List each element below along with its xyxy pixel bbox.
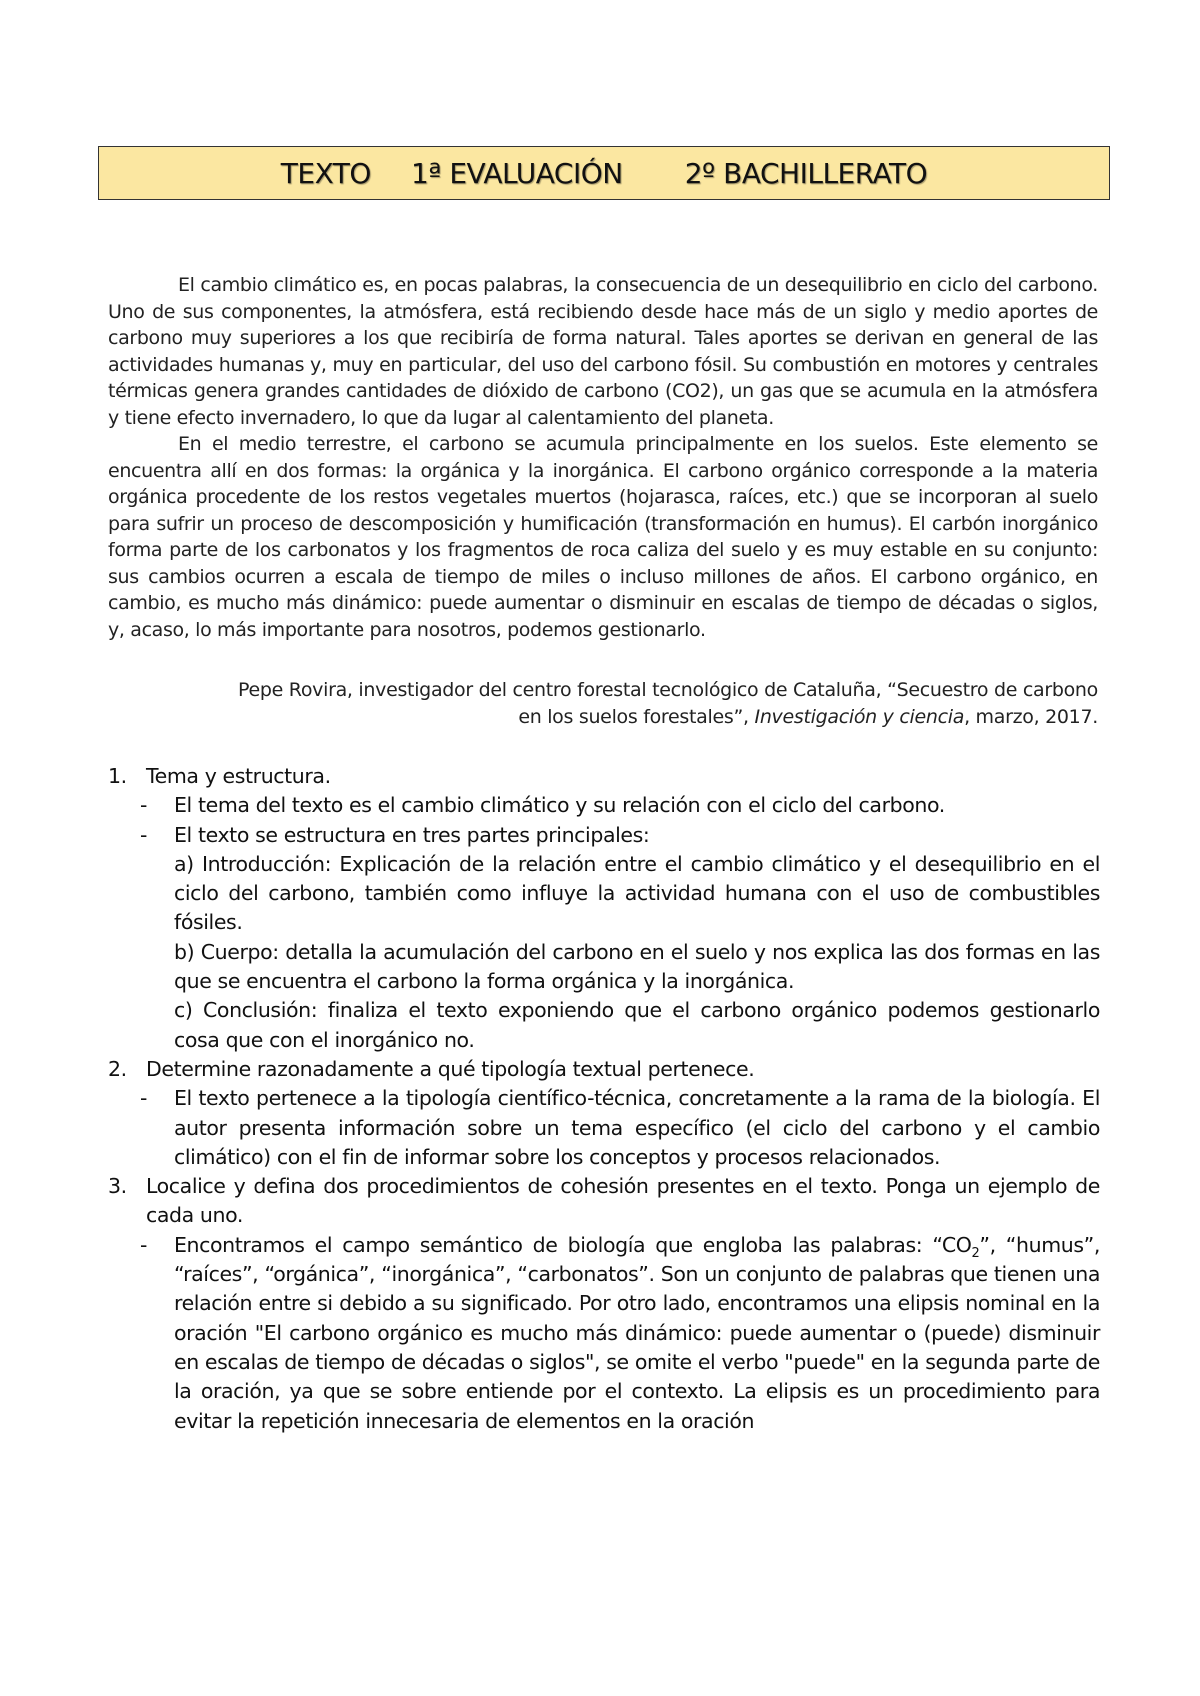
answers-section: [108, 762, 1100, 1436]
answer-2-1: [108, 1084, 1100, 1172]
answer-text-rest: ”, “humus”, “raíces”, “orgánica”, “inorgánica”, “carbonatos”. Son un conjunto de palabras que tienen una relación entre si debido a su significado. Por otro lado, encontramos una elipsis nominal en la oración "El carbono orgánico es mucho más dinámico: puede aumentar o (puede) disminuir en escalas de tiempo de décadas o siglos", se omite el verbo "puede" en la segunda parte de la oración, ya que se sobre entiende por el contexto. La elipsis es un procedimiento para evitar la repetición innecesaria de elementos en la oración: [174, 1232, 1100, 1433]
question-text: Determine razonadamente a qué tipología textual pertenece.: [146, 1056, 755, 1081]
co2-subscript: 2: [971, 1245, 980, 1261]
title-texto: TEXTO: [280, 156, 371, 190]
answer-text-start: Encontramos el campo semántico de biología que engloba las palabras: “CO: [174, 1232, 972, 1257]
citation-line-2: [108, 704, 1098, 731]
question-number: 1.: [108, 764, 127, 788]
title-banner: [98, 146, 1110, 200]
question-number: 2.: [108, 1056, 127, 1081]
question-number: 3.: [108, 1174, 127, 1199]
citation: [108, 677, 1098, 730]
bullet-dash: -: [140, 1086, 147, 1111]
bullet-dash: -: [140, 1232, 147, 1257]
question-1: [108, 762, 1100, 791]
source-text: [108, 272, 1098, 643]
bullet-dash: -: [140, 793, 147, 818]
bullet-dash: -: [140, 822, 147, 847]
answer-text: El texto se estructura en tres partes principales:: [174, 822, 650, 847]
question-text: Localice y defina dos procedimientos de cohesión presentes en el texto. Ponga un ejemplo de cada uno.: [146, 1174, 1100, 1228]
citation-line-2-end: , marzo, 2017.: [964, 705, 1098, 728]
title-bachillerato: 2º BACHILLERATO: [684, 156, 928, 190]
title-evaluacion: 1ª EVALUACIÓN: [410, 156, 623, 190]
answer-text: El texto pertenece a la tipología científico-técnica, concretamente a la rama de la biología. El autor presenta información sobre un tema específico (el ciclo del carbono y el cambio climático) con el fin de informar sobre los conceptos y procesos relacionados.: [174, 1086, 1100, 1169]
subpoint-c: c) Conclusión: finaliza el texto exponiendo que el carbono orgánico podemos gestionarlo cosa que con el inorgánico no.: [174, 998, 1100, 1052]
citation-journal: Investigación y ciencia: [754, 705, 965, 728]
answer-text: El tema del texto es el cambio climático y su relación con el ciclo del carbono.: [174, 793, 945, 818]
subpoint-b: b) Cuerpo: detalla la acumulación del carbono en el suelo y nos explica las dos formas en las que se encuentra el carbono la forma orgánica y la inorgánica.: [174, 939, 1100, 994]
citation-line-2-start: en los suelos forestales”,: [518, 705, 749, 728]
question-3: [108, 1172, 1100, 1231]
question-2: [108, 1055, 1100, 1084]
answer-3-1: [108, 1231, 1100, 1436]
answer-1-2: [108, 821, 1100, 850]
subpoint-a: a) Introducción: Explicación de la relación entre el cambio climático y el desequilibrio en el ciclo del carbono, también como influye la actividad humana con el uso de combustibles fósiles.: [174, 851, 1100, 935]
question-text: Tema y estructura.: [146, 764, 331, 788]
source-paragraph-2: En el medio terrestre, el carbono se acumula principalmente en los suelos. Este elemento se encuentra allí en dos formas: la orgánica y la inorgánica. El carbono orgánico corresponde a la materia orgánica procedente de los restos vegetales muertos (hojarasca, raíces, etc.) que se incorporan al suelo para sufrir un proceso de descomposición y humificación (transformación en humus). El carbón inorgánico forma parte de los carbonatos y los fragmentos de roca caliza del suelo y es muy estable en su conjunto: sus cambios ocurren a escala de tiempo de miles o incluso millones de años. El carbono orgánico, en cambio, es mucho más dinámico: puede aumentar o disminuir en escalas de tiempo de décadas o siglos, y, acaso, lo más importante para nosotros, podemos gestionarlo.: [108, 433, 1098, 641]
source-paragraph-1: El cambio climático es, en pocas palabras, la consecuencia de un desequilibrio en ciclo del carbono. Uno de sus componentes, la atmósfera, está recibiendo desde hace más de un siglo y medio aportes de carbono muy superiores a los que recibiría de forma natural. Tales aportes se derivan en general de las actividades humanas y, muy en particular, del uso del carbono fósil. Su combustión en motores y centrales térmicas genera grandes cantidades de dióxido de carbono (CO2), un gas que se acumula en la atmósfera y tiene efecto invernadero, lo que da lugar al calentamiento del planeta.: [108, 274, 1098, 429]
citation-line-1: Pepe Rovira, investigador del centro forestal tecnológico de Cataluña, “Secuestro de carbono: [238, 679, 1098, 701]
answer-1-1: [108, 791, 1100, 820]
